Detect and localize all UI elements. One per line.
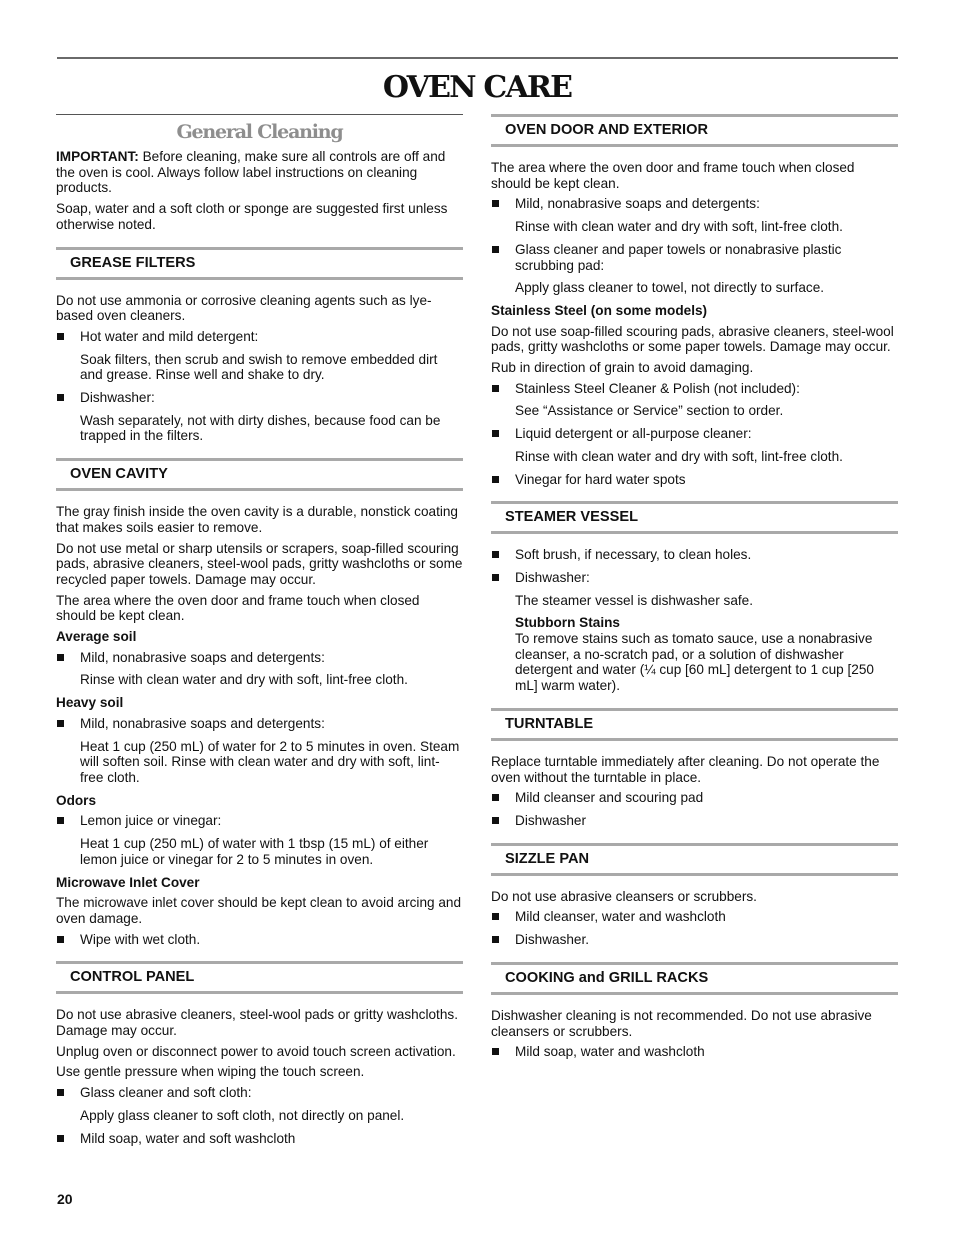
list-item: Mild soap, water and soft washcloth bbox=[56, 1131, 463, 1147]
right-column bbox=[491, 114, 898, 1067]
page-title: OVEN CARE bbox=[382, 70, 572, 105]
list-item: Liquid detergent or all-purpose cleaner: bbox=[491, 426, 898, 442]
list-item: Vinegar for hard water spots bbox=[491, 472, 898, 488]
turntable-heading: TURNTABLE bbox=[491, 708, 898, 741]
soap-note: Soap, water and a soft cloth or sponge are suggested first unless otherwise noted. bbox=[56, 201, 448, 232]
list-item: Dishwasher: bbox=[491, 570, 898, 586]
racks-intro: Dishwasher cleaning is not recommended. Do not use abrasive cleansers or scrubbers. bbox=[491, 1007, 872, 1039]
cavity-paragraph: The area where the oven door and frame touch when closed should be kept clean. bbox=[56, 592, 420, 624]
list-item: Soft brush, if necessary, to clean holes. bbox=[491, 547, 898, 563]
list-item-detail: Heat 1 cup (250 mL) of water for 2 to 5 minutes in oven. Steam will soften soil. Rinse with clean water and dry with soft, lint-free cloth. bbox=[80, 738, 460, 785]
important-text: Before cleaning, make sure all controls are off and the oven is cool. Always follow label instructions on cleaning products. bbox=[56, 149, 446, 196]
oven-door-heading: OVEN DOOR AND EXTERIOR bbox=[491, 114, 898, 147]
list-item: Hot water and mild detergent: bbox=[56, 329, 463, 345]
left-column bbox=[56, 114, 463, 1153]
general-cleaning-rule bbox=[56, 114, 463, 115]
average-soil-subheading: Average soil bbox=[56, 629, 137, 645]
grease-filters-heading: GREASE FILTERS bbox=[56, 247, 463, 280]
list-item-detail: Rinse with clean water and dry with soft, lint-free cloth. bbox=[515, 219, 843, 235]
list-item: Stainless Steel Cleaner & Polish (not included): bbox=[491, 381, 898, 397]
cavity-paragraph: Do not use metal or sharp utensils or scrapers, soap-filled scouring pads, abrasive cleaners, steel-wool pads, gritty washcloths or some recycled paper towels. Damage may occur. bbox=[56, 540, 463, 587]
list-item: Mild, nonabrasive soaps and detergents: bbox=[491, 196, 898, 212]
door-intro: The area where the oven door and frame touch when closed should be kept clean. bbox=[491, 160, 855, 191]
list-item-detail: Heat 1 cup (250 mL) of water with 1 tbsp (15 mL) of either lemon juice or vinegar for 2 to 5 minutes in oven. bbox=[80, 836, 429, 867]
oven-cavity-heading: OVEN CAVITY bbox=[56, 458, 463, 491]
stubborn-stains-subheading: Stubborn Stains bbox=[515, 615, 620, 631]
grease-intro: Do not use ammonia or corrosive cleaning agents such as lye-based oven cleaners. bbox=[56, 292, 432, 324]
top-rule bbox=[57, 57, 898, 59]
list-item: Glass cleaner and soft cloth: bbox=[56, 1085, 463, 1101]
stubborn-stains-text: To remove stains such as tomato sauce, use a nonabrasive cleanser, a no-scratch pad, or a solution of dishwasher detergent and water (¼ cup [60 mL] detergent to 1 cup [250 mL] warm water). bbox=[515, 631, 874, 694]
control-panel-heading: CONTROL PANEL bbox=[56, 961, 463, 994]
steamer-vessel-heading: STEAMER VESSEL bbox=[491, 501, 898, 534]
list-item: Dishwasher bbox=[491, 813, 898, 829]
important-label: IMPORTANT: bbox=[56, 149, 139, 164]
sizzle-pan-heading: SIZZLE PAN bbox=[491, 843, 898, 876]
stainless-paragraph: Do not use soap-filled scouring pads, abrasive cleaners, steel-wool pads, gritty washcloths or some paper towels. Damage may occur. bbox=[491, 323, 894, 355]
general-cleaning-title: General Cleaning bbox=[176, 121, 343, 143]
list-item-detail: See “Assistance or Service” section to order. bbox=[515, 403, 784, 419]
list-item: Mild soap, water and washcloth bbox=[491, 1044, 898, 1060]
list-item-detail: Apply glass cleaner to soft cloth, not directly on panel. bbox=[80, 1107, 405, 1123]
list-item: Glass cleaner and paper towels or nonabrasive plastic scrubbing pad: bbox=[491, 242, 898, 273]
stainless-steel-subheading: Stainless Steel (on some models) bbox=[491, 302, 708, 318]
list-item: Dishwasher. bbox=[491, 932, 898, 948]
stubborn-stains-block bbox=[491, 615, 898, 694]
heavy-soil-subheading: Heavy soil bbox=[56, 695, 124, 711]
list-item: Mild cleanser and scouring pad bbox=[491, 790, 898, 806]
list-item: Dishwasher: bbox=[56, 390, 463, 406]
list-item: Mild, nonabrasive soaps and detergents: bbox=[56, 650, 463, 666]
list-item: Lemon juice or vinegar: bbox=[56, 813, 463, 829]
inlet-paragraph: The microwave inlet cover should be kept clean to avoid arcing and oven damage. bbox=[56, 895, 462, 926]
odors-subheading: Odors bbox=[56, 792, 97, 808]
important-note bbox=[56, 149, 463, 196]
list-item-detail: Soak filters, then scrub and swish to remove embedded dirt and grease. Rinse well and shake to dry. bbox=[80, 351, 438, 383]
list-item: Mild, nonabrasive soaps and detergents: bbox=[56, 716, 463, 732]
cooking-grill-racks-heading: COOKING and GRILL RACKS bbox=[491, 962, 898, 995]
list-item-detail: Rinse with clean water and dry with soft, lint-free cloth. bbox=[515, 448, 843, 464]
turntable-intro: Replace turntable immediately after cleaning. Do not operate the oven without the turntable in place. bbox=[491, 753, 880, 785]
list-item-detail: The steamer vessel is dishwasher safe. bbox=[515, 592, 753, 608]
list-item-detail: Rinse with clean water and dry with soft, lint-free cloth. bbox=[80, 672, 408, 688]
list-item-detail: Wash separately, not with dirty dishes, because food can be trapped in the filters. bbox=[80, 412, 441, 444]
page-number: 20 bbox=[57, 1191, 73, 1207]
list-item: Wipe with wet cloth. bbox=[56, 932, 463, 948]
list-item-detail: Apply glass cleaner to towel, not directly to surface. bbox=[515, 280, 825, 296]
sizzle-intro: Do not use abrasive cleansers or scrubbers. bbox=[491, 888, 757, 904]
control-paragraph: Use gentle pressure when wiping the touch screen. bbox=[56, 1064, 365, 1080]
control-paragraph: Do not use abrasive cleaners, steel-wool pads or gritty washcloths. Damage may occur. bbox=[56, 1007, 458, 1039]
list-item: Mild cleanser, water and washcloth bbox=[491, 909, 898, 925]
inlet-cover-subheading: Microwave Inlet Cover bbox=[56, 874, 200, 890]
control-paragraph: Unplug oven or disconnect power to avoid touch screen activation. bbox=[56, 1043, 456, 1059]
cavity-paragraph: The gray finish inside the oven cavity is a durable, nonstick coating that makes soils easier to remove. bbox=[56, 504, 458, 535]
stainless-paragraph: Rub in direction of grain to avoid damaging. bbox=[491, 360, 754, 376]
